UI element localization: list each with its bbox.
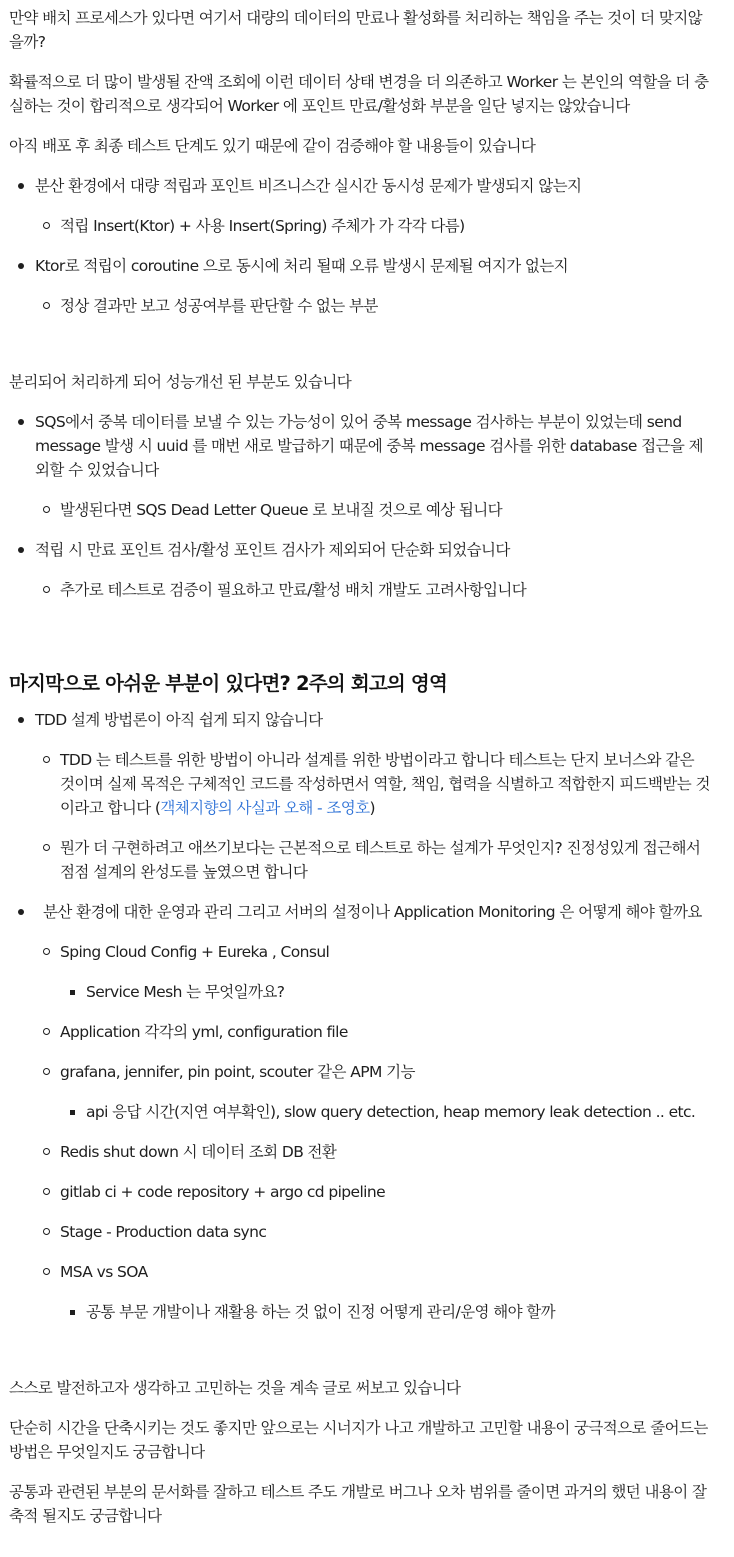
list-item-text: 정상 결과만 보고 성공여부를 판단할 수 없는 부분 — [60, 297, 378, 315]
list-item-text: 공통 부문 개발이나 재활용 하는 것 없이 진정 어떻게 관리/운영 해야 할까 — [86, 1303, 556, 1321]
outro-paragraph-2: 단순히 시간을 단축시키는 것도 좋지만 앞으로는 시너지가 나고 개발하고 고민할 내용이 궁극적으로 줄어드는 방법은 무엇일지도 궁금합니다 — [9, 1419, 708, 1461]
list-item — [35, 1060, 710, 1124]
book-reference-link[interactable]: 객체지향의 사실과 오해 - 조영호 — [160, 799, 370, 817]
list-item-text: Redis shut down 시 데이터 조회 DB 전환 — [60, 1143, 337, 1161]
list-item — [60, 1100, 710, 1124]
list-item-text: 분산 환경에서 대량 적립과 포인트 비즈니스간 실시간 동시성 문제가 발생되지 않는지 — [35, 177, 582, 195]
list-item-text: MSA vs SOA — [60, 1263, 148, 1281]
list-item-text: grafana, jennifer, pin point, scouter 같은 APM 기능 — [60, 1063, 415, 1081]
perf-intro-paragraph: 분리되어 처리하게 되어 성능개선 된 부분도 있습니다 — [9, 373, 352, 391]
list-item — [35, 836, 710, 884]
outro-paragraph-1: 스스로 발전하고자 생각하고 고민하는 것을 계속 글로 써보고 있습니다 — [9, 1379, 461, 1397]
list-item — [35, 1260, 710, 1324]
intro-paragraph-1: 만약 배치 프로세스가 있다면 여기서 대량의 데이터의 만료나 활성화를 처리하는 책임을 주는 것이 더 맞지않을까? — [9, 9, 702, 51]
list-item-text: gitlab ci + code repository + argo cd pipeline — [60, 1183, 386, 1201]
retro-list — [9, 708, 710, 1324]
list-item — [35, 748, 710, 820]
intro-paragraph-2: 확률적으로 더 많이 발생될 잔액 조회에 이런 데이터 상태 변경을 더 의존하고 Worker 는 본인의 역할을 더 충실하는 것이 합리적으로 생각되어 Worker 에 포인트 만료/활성화 부분을 일단 넣지는 않았습니다 — [9, 73, 709, 115]
list-item — [9, 538, 710, 602]
list-item-text: 발생된다면 SQS Dead Letter Queue 로 보내질 것으로 예상 됩니다 — [60, 501, 503, 519]
list-item-text: 적립 Insert(Ktor) + 사용 Insert(Spring) 주체가 가 각각 다름) — [60, 217, 465, 235]
list-item-text: TDD 는 테스트를 위한 방법이 아니라 설계를 위한 방법이라고 합니다 테스트는 단지 보너스와 같은 것이며 실제 목적은 구체적인 코드를 작성하면서 역할, 책임, 협력을 식별하고 적합한지 피드백받는 것이라고 합니다 ( — [60, 751, 710, 817]
spacer — [9, 1340, 710, 1376]
list-item-text: Application 각각의 yml, configuration file — [60, 1023, 348, 1041]
list-item-text: 추가로 테스트로 검증이 필요하고 만료/활성 배치 개발도 고려사항입니다 — [60, 581, 527, 599]
spacer — [9, 334, 710, 370]
list-item — [9, 708, 710, 884]
sub-list — [35, 294, 710, 318]
sub-list — [35, 748, 710, 884]
list-item — [9, 410, 710, 522]
list-item-text: Service Mesh 는 무엇일까요? — [86, 983, 285, 1001]
list-item — [35, 1180, 710, 1204]
list-item — [35, 1220, 710, 1244]
verify-list — [9, 174, 710, 318]
list-item-text: 뭔가 더 구현하려고 애쓰기보다는 근본적으로 테스트로 하는 설계가 무엇인지? 진정성있게 접근해서 점점 설계의 완성도를 높였으면 합니다 — [60, 839, 701, 881]
list-item-text-tail: ) — [369, 799, 375, 817]
section-heading: 마지막으로 아쉬운 부분이 있다면? 2주의 회고의 영역 — [9, 672, 447, 695]
list-item-text: Sping Cloud Config + Eureka , Consul — [60, 943, 330, 961]
list-item — [35, 214, 710, 238]
perf-list — [9, 410, 710, 602]
list-item — [9, 174, 710, 238]
list-item — [60, 1300, 710, 1324]
list-item-text: api 응답 시간(지연 여부확인), slow query detection, heap memory leak detection .. etc. — [86, 1103, 696, 1121]
list-item — [9, 254, 710, 318]
list-item-text: Ktor로 적립이 coroutine 으로 동시에 처리 될때 오류 발생시 문제될 여지가 없는지 — [35, 257, 569, 275]
intro-paragraph-3: 아직 배포 후 최종 테스트 단계도 있기 때문에 같이 검증해야 할 내용들이 있습니다 — [9, 137, 536, 155]
list-item — [35, 294, 710, 318]
spacer — [9, 618, 710, 670]
list-item-text: 분산 환경에 대한 운영과 관리 그리고 서버의 설정이나 Application Monitoring 은 어떻게 해야 할까요 — [43, 903, 702, 921]
sub-sub-list — [60, 980, 710, 1004]
list-item-text: SQS에서 중복 데이터를 보낼 수 있는 가능성이 있어 중복 message 검사하는 부분이 있었는데 send message 발생 시 uuid 를 매번 새로 발급하기 때문에 중복 message 검사를 위한 database 접근을 제외할 수 있었습니다 — [35, 413, 703, 479]
sub-list — [35, 498, 710, 522]
list-item — [35, 578, 710, 602]
sub-sub-list — [60, 1100, 710, 1124]
sub-sub-list — [60, 1300, 710, 1324]
list-item — [35, 1140, 710, 1164]
list-item — [9, 900, 710, 1324]
sub-list — [35, 578, 710, 602]
list-item-text: TDD 설계 방법론이 아직 쉽게 되지 않습니다 — [35, 711, 323, 729]
list-item-text: 적립 시 만료 포인트 검사/활성 포인트 검사가 제외되어 단순화 되었습니다 — [35, 541, 510, 559]
sub-list — [35, 940, 710, 1324]
outro-paragraph-3: 공통과 관련된 부분의 문서화를 잘하고 테스트 주도 개발로 버그나 오차 범위를 줄이면 과거의 했던 내용이 잘 축적 될지도 궁금합니다 — [9, 1483, 707, 1525]
list-item — [35, 940, 710, 1004]
sub-list — [35, 214, 710, 238]
list-item-text: Stage - Production data sync — [60, 1223, 267, 1241]
list-item — [35, 498, 710, 522]
list-item — [60, 980, 710, 1004]
list-item — [35, 1020, 710, 1044]
